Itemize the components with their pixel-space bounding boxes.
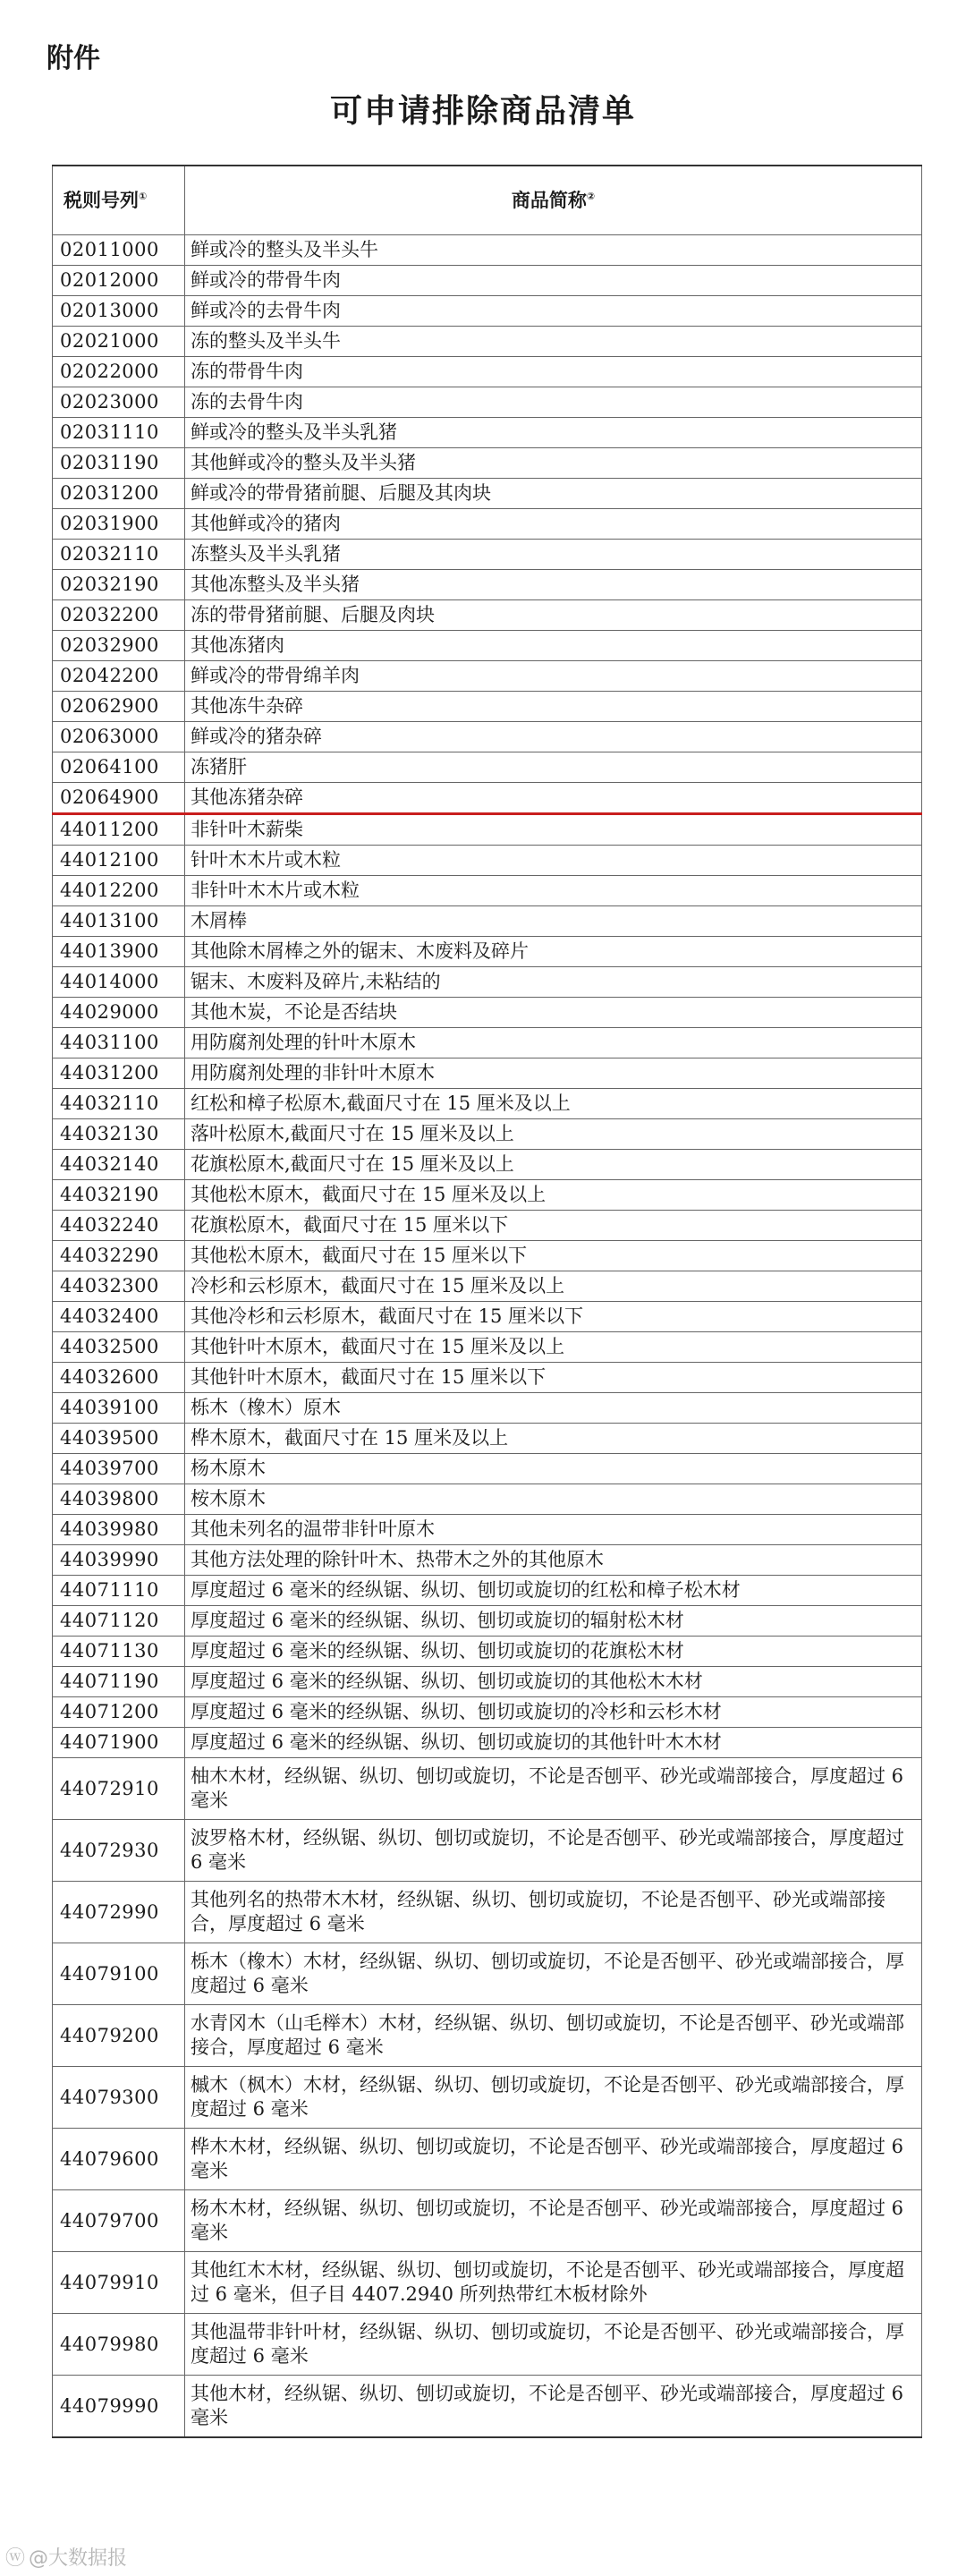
product-name-cell: 红松和樟子松原木,截面尺寸在 15 厘米及以上	[185, 1089, 922, 1119]
table-row	[53, 1211, 922, 1241]
table-row	[53, 1271, 922, 1302]
product-name-cell: 冷杉和云杉原木，截面尺寸在 15 厘米及以上	[185, 1271, 922, 1302]
table-row	[53, 1545, 922, 1576]
attachment-label: 附件	[47, 43, 100, 74]
product-name-cell: 其他松木原木，截面尺寸在 15 厘米以下	[185, 1241, 922, 1271]
table-row	[53, 906, 922, 937]
table-row	[53, 998, 922, 1028]
product-name-cell: 厚度超过 6 毫米的经纵锯、纵切、刨切或旋切的其他松木木材	[185, 1667, 922, 1697]
table-row	[53, 661, 922, 692]
table-row	[53, 876, 922, 906]
tariff-code-cell: 02023000	[53, 387, 185, 418]
tariff-code-cell: 44032400	[53, 1302, 185, 1332]
table-row	[53, 1363, 922, 1393]
tariff-code-cell: 44071130	[53, 1637, 185, 1667]
tariff-code-cell: 44072930	[53, 1820, 185, 1882]
product-name-cell: 杨木木材，经纵锯、纵切、刨切或旋切，不论是否刨平、砂光或端部接合，厚度超过 6 毫米	[185, 2190, 922, 2252]
weibo-icon: ⓦ	[5, 2547, 26, 2570]
table-row	[53, 1576, 922, 1606]
product-name-cell: 其他温带非针叶材，经纵锯、纵切、刨切或旋切，不论是否刨平、砂光或端部接合，厚度超过 6 毫米	[185, 2314, 922, 2376]
product-name-cell: 栎木（橡木）木材，经纵锯、纵切、刨切或旋切，不论是否刨平、砂光或端部接合，厚度超过 6 毫米	[185, 1943, 922, 2005]
tariff-code-cell: 02032190	[53, 570, 185, 600]
product-name-cell: 其他鲜或冷的猪肉	[185, 509, 922, 540]
tariff-code-cell: 02063000	[53, 722, 185, 752]
product-name-cell: 鲜或冷的去骨牛肉	[185, 296, 922, 327]
tariff-code-cell: 44079980	[53, 2314, 185, 2376]
product-name-cell: 厚度超过 6 毫米的经纵锯、纵切、刨切或旋切的其他针叶木木材	[185, 1728, 922, 1758]
tariff-code-cell: 44032300	[53, 1271, 185, 1302]
product-name-cell: 其他未列名的温带非针叶原木	[185, 1515, 922, 1545]
table-row	[53, 1667, 922, 1697]
table-row	[53, 1697, 922, 1728]
table-row	[53, 1089, 922, 1119]
product-name-cell: 木屑棒	[185, 906, 922, 937]
table-row	[53, 2314, 922, 2376]
table-row	[53, 631, 922, 661]
table-row	[53, 1028, 922, 1058]
product-name-cell: 冻的带骨猪前腿、后腿及肉块	[185, 600, 922, 631]
tariff-code-cell: 44079200	[53, 2005, 185, 2067]
product-name-cell: 非针叶木木片或木粒	[185, 876, 922, 906]
tariff-code-cell: 44079300	[53, 2067, 185, 2129]
tariff-code-cell: 44032140	[53, 1150, 185, 1180]
product-name-cell: 鲜或冷的整头及半头牛	[185, 235, 922, 266]
tariff-code-cell: 44039100	[53, 1393, 185, 1424]
table-row	[53, 1332, 922, 1363]
table-row	[53, 814, 922, 846]
tariff-code-cell: 44012100	[53, 846, 185, 876]
product-name-cell: 花旗松原木,截面尺寸在 15 厘米及以上	[185, 1150, 922, 1180]
tariff-code-cell: 44032500	[53, 1332, 185, 1363]
product-name-cell: 柚木木材，经纵锯、纵切、刨切或旋切，不论是否刨平、砂光或端部接合，厚度超过 6 毫米	[185, 1758, 922, 1820]
tariff-code-cell: 44039990	[53, 1545, 185, 1576]
watermark	[5, 2543, 127, 2571]
product-name-cell: 鲜或冷的整头及半头乳猪	[185, 418, 922, 448]
table-row	[53, 722, 922, 752]
product-name-cell: 其他方法处理的除针叶木、热带木之外的其他原木	[185, 1545, 922, 1576]
product-name-cell: 花旗松原木，截面尺寸在 15 厘米以下	[185, 1211, 922, 1241]
product-name-cell: 厚度超过 6 毫米的经纵锯、纵切、刨切或旋切的花旗松木材	[185, 1637, 922, 1667]
table-row	[53, 1484, 922, 1515]
table-row	[53, 1241, 922, 1271]
table-row	[53, 2067, 922, 2129]
tariff-code-cell: 02064900	[53, 783, 185, 814]
product-name-cell: 厚度超过 6 毫米的经纵锯、纵切、刨切或旋切的红松和樟子松木材	[185, 1576, 922, 1606]
tariff-code-cell: 44039700	[53, 1454, 185, 1484]
table-header-row	[53, 166, 922, 235]
table-row	[53, 967, 922, 998]
tariff-code-cell: 02022000	[53, 357, 185, 387]
tariff-code-cell: 44071110	[53, 1576, 185, 1606]
tariff-code-cell: 44032600	[53, 1363, 185, 1393]
table-row	[53, 1943, 922, 2005]
footnote-mark: ②	[586, 190, 596, 202]
table-row	[53, 448, 922, 479]
table-row	[53, 1150, 922, 1180]
tariff-code-cell: 44039980	[53, 1515, 185, 1545]
table-row	[53, 479, 922, 509]
product-name-cell: 厚度超过 6 毫米的经纵锯、纵切、刨切或旋切的冷杉和云杉木材	[185, 1697, 922, 1728]
table-row	[53, 266, 922, 296]
tariff-code-cell: 44071200	[53, 1697, 185, 1728]
product-name-cell: 鲜或冷的带骨牛肉	[185, 266, 922, 296]
tariff-code-cell: 44079990	[53, 2376, 185, 2438]
product-name-cell: 其他木材，经纵锯、纵切、刨切或旋切，不论是否刨平、砂光或端部接合，厚度超过 6 毫米	[185, 2376, 922, 2438]
product-name-cell: 冻整头及半头乳猪	[185, 540, 922, 570]
product-name-cell: 冻的带骨牛肉	[185, 357, 922, 387]
table-row	[53, 2252, 922, 2314]
tariff-code-cell: 02021000	[53, 327, 185, 357]
product-name-cell: 非针叶木薪柴	[185, 814, 922, 846]
column-header-name-label: 商品简称	[511, 189, 587, 211]
table-row	[53, 327, 922, 357]
table-row	[53, 1393, 922, 1424]
tariff-code-cell: 44039500	[53, 1424, 185, 1454]
column-header-name	[185, 166, 922, 235]
table-row	[53, 235, 922, 266]
table-row	[53, 846, 922, 876]
table-row	[53, 2190, 922, 2252]
table-row	[53, 1758, 922, 1820]
watermark-text: @大数据报	[29, 2547, 128, 2570]
table-row	[53, 1180, 922, 1211]
tariff-code-cell: 44079700	[53, 2190, 185, 2252]
table-row	[53, 1637, 922, 1667]
tariff-code-cell: 02031200	[53, 479, 185, 509]
product-name-cell: 槭木（枫木）木材，经纵锯、纵切、刨切或旋切，不论是否刨平、砂光或端部接合，厚度超过 6 毫米	[185, 2067, 922, 2129]
product-name-cell: 其他鲜或冷的整头及半头猪	[185, 448, 922, 479]
product-name-cell: 其他松木原木，截面尺寸在 15 厘米及以上	[185, 1180, 922, 1211]
product-name-cell: 用防腐剂处理的非针叶木原木	[185, 1058, 922, 1089]
table-row	[53, 296, 922, 327]
tariff-code-cell: 02011000	[53, 235, 185, 266]
tariff-code-cell: 44032190	[53, 1180, 185, 1211]
table-row	[53, 2129, 922, 2190]
tariff-code-cell: 44071190	[53, 1667, 185, 1697]
tariff-code-cell: 44031100	[53, 1028, 185, 1058]
product-name-cell: 栎木（橡木）原木	[185, 1393, 922, 1424]
tariff-code-cell: 44079100	[53, 1943, 185, 2005]
tariff-code-cell: 44071120	[53, 1606, 185, 1637]
table-row	[53, 1424, 922, 1454]
tariff-code-cell: 44071900	[53, 1728, 185, 1758]
product-name-cell: 落叶松原木,截面尺寸在 15 厘米及以上	[185, 1119, 922, 1150]
tariff-code-cell: 44039800	[53, 1484, 185, 1515]
product-name-cell: 锯末、木废料及碎片,未粘结的	[185, 967, 922, 998]
table-row	[53, 540, 922, 570]
table-row	[53, 1302, 922, 1332]
table-row	[53, 783, 922, 814]
product-name-cell: 其他冻整头及半头猪	[185, 570, 922, 600]
column-header-code-label: 税则号列	[64, 189, 139, 211]
tariff-code-cell: 44014000	[53, 967, 185, 998]
tariff-code-cell: 44012200	[53, 876, 185, 906]
product-name-cell: 针叶木木片或木粒	[185, 846, 922, 876]
product-name-cell: 其他除木屑棒之外的锯末、木废料及碎片	[185, 937, 922, 967]
table-row	[53, 937, 922, 967]
table-row	[53, 2376, 922, 2438]
table-row	[53, 1728, 922, 1758]
tariff-code-cell: 44032240	[53, 1211, 185, 1241]
product-name-cell: 厚度超过 6 毫米的经纵锯、纵切、刨切或旋切的辐射松木材	[185, 1606, 922, 1637]
product-name-cell: 波罗格木材，经纵锯、纵切、刨切或旋切，不论是否刨平、砂光或端部接合，厚度超过 6 毫米	[185, 1820, 922, 1882]
product-name-cell: 其他列名的热带木木材，经纵锯、纵切、刨切或旋切，不论是否刨平、砂光或端部接合，厚度超过 6 毫米	[185, 1882, 922, 1943]
table-row	[53, 1119, 922, 1150]
product-name-cell: 其他红木木材，经纵锯、纵切、刨切或旋切，不论是否刨平、砂光或端部接合，厚度超过 6 毫米，但子目 4407.2940 所列热带红木板材除外	[185, 2252, 922, 2314]
tariff-code-cell: 02031190	[53, 448, 185, 479]
table-row	[53, 1058, 922, 1089]
commodity-table	[52, 165, 922, 2438]
product-name-cell: 水青冈木（山毛榉木）木材，经纵锯、纵切、刨切或旋切，不论是否刨平、砂光或端部接合，厚度超过 6 毫米	[185, 2005, 922, 2067]
page-title: 可申请排除商品清单	[329, 93, 636, 130]
tariff-code-cell: 02031110	[53, 418, 185, 448]
table-row	[53, 1606, 922, 1637]
tariff-code-cell: 02064100	[53, 752, 185, 783]
tariff-code-cell: 44072910	[53, 1758, 185, 1820]
table-row	[53, 387, 922, 418]
product-name-cell: 鲜或冷的带骨绵羊肉	[185, 661, 922, 692]
tariff-code-cell: 44031200	[53, 1058, 185, 1089]
table-row	[53, 418, 922, 448]
table-row	[53, 1882, 922, 1943]
tariff-code-cell: 02062900	[53, 692, 185, 722]
product-name-cell: 其他冻牛杂碎	[185, 692, 922, 722]
tariff-code-cell: 02031900	[53, 509, 185, 540]
tariff-code-cell: 02032900	[53, 631, 185, 661]
product-name-cell: 其他冷杉和云杉原木，截面尺寸在 15 厘米以下	[185, 1302, 922, 1332]
tariff-code-cell: 02012000	[53, 266, 185, 296]
tariff-code-cell: 44011200	[53, 814, 185, 846]
table-row	[53, 2005, 922, 2067]
product-name-cell: 鲜或冷的带骨猪前腿、后腿及其肉块	[185, 479, 922, 509]
table-row	[53, 692, 922, 722]
product-name-cell: 冻的去骨牛肉	[185, 387, 922, 418]
table-row	[53, 357, 922, 387]
table-row	[53, 1820, 922, 1882]
product-name-cell: 冻猪肝	[185, 752, 922, 783]
product-name-cell: 其他冻猪杂碎	[185, 783, 922, 814]
product-name-cell: 桦木原木，截面尺寸在 15 厘米及以上	[185, 1424, 922, 1454]
table-row	[53, 600, 922, 631]
product-name-cell: 用防腐剂处理的针叶木原木	[185, 1028, 922, 1058]
product-name-cell: 冻的整头及半头牛	[185, 327, 922, 357]
table-row	[53, 1515, 922, 1545]
product-name-cell: 桦木木材，经纵锯、纵切、刨切或旋切，不论是否刨平、砂光或端部接合，厚度超过 6 毫米	[185, 2129, 922, 2190]
tariff-code-cell: 44032110	[53, 1089, 185, 1119]
product-name-cell: 其他木炭，不论是否结块	[185, 998, 922, 1028]
product-name-cell: 其他针叶木原木，截面尺寸在 15 厘米及以上	[185, 1332, 922, 1363]
tariff-code-cell: 44013100	[53, 906, 185, 937]
tariff-code-cell: 44072990	[53, 1882, 185, 1943]
table-row	[53, 1454, 922, 1484]
product-name-cell: 其他针叶木原木，截面尺寸在 15 厘米以下	[185, 1363, 922, 1393]
tariff-code-cell: 44079910	[53, 2252, 185, 2314]
product-name-cell: 桉木原木	[185, 1484, 922, 1515]
table-row	[53, 509, 922, 540]
product-name-cell: 其他冻猪肉	[185, 631, 922, 661]
column-header-code	[53, 166, 185, 235]
tariff-code-cell: 44029000	[53, 998, 185, 1028]
table-row	[53, 570, 922, 600]
footnote-mark: ①	[139, 190, 148, 202]
tariff-code-cell: 02013000	[53, 296, 185, 327]
tariff-code-cell: 44013900	[53, 937, 185, 967]
table-row	[53, 752, 922, 783]
product-name-cell: 杨木原木	[185, 1454, 922, 1484]
tariff-code-cell: 02042200	[53, 661, 185, 692]
tariff-code-cell: 02032110	[53, 540, 185, 570]
product-name-cell: 鲜或冷的猪杂碎	[185, 722, 922, 752]
tariff-code-cell: 44079600	[53, 2129, 185, 2190]
tariff-code-cell: 44032290	[53, 1241, 185, 1271]
tariff-code-cell: 44032130	[53, 1119, 185, 1150]
tariff-code-cell: 02032200	[53, 600, 185, 631]
